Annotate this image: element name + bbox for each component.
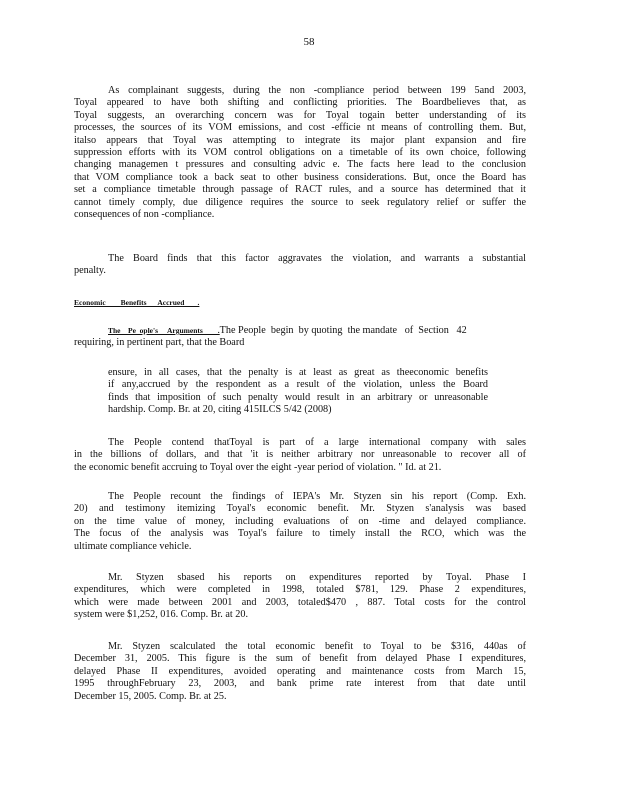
paragraph-6 xyxy=(74,641,526,703)
page-number: 58 xyxy=(303,36,315,48)
text-line: requiring, in pertinent part, that the Board xyxy=(74,337,245,349)
text-line: consequences of non -compliance. xyxy=(74,209,215,221)
heading-text: Economic Benefits Accrued . xyxy=(74,298,200,307)
text-line: processes, the sources of its VOM emissions, and cost -efficie nt means of controlling them. But, xyxy=(74,122,526,134)
paragraph-1 xyxy=(74,85,526,221)
text-line: The Board finds that this factor aggravates the violation, and warrants a substantial xyxy=(108,253,526,264)
text-line: on the time value of money, including evaluations of on -time and delayed compliance. xyxy=(74,515,526,527)
quote-line: if any,accrued by the respondent as a result of the violation, unless the Board xyxy=(108,379,488,391)
text-line: The People recount the findings of IEPA's Mr. Styzen sin his report (Comp. Exh. xyxy=(108,491,526,502)
text-line xyxy=(74,325,526,337)
quote-line: hardship. Comp. Br. at 20, citing 415ILCS 5/42 (2008) xyxy=(108,404,332,416)
text-line: 20) and testimony itemizing Toyal's economic benefit. Mr. Styzen s'analysis was based xyxy=(74,503,526,515)
text-line: that VOM compliance took a back seat to other business considerations. But, once the Board has xyxy=(74,171,526,183)
text-line: penalty. xyxy=(74,265,106,277)
text-line: set a compliance timetable through passage of RACT rules, and a source has determined that it xyxy=(74,184,526,196)
text-line: December 31, 2005. This figure is the sum of benefit from delayed Phase I expenditures, xyxy=(74,653,526,665)
text-line: the economic benefit accruing to Toyal over the eight -year period of violation. " Id. at 21. xyxy=(74,461,442,473)
subheading-text: The People begin by quoting the mandate of Section 42 xyxy=(219,325,467,336)
text-line: The People contend thatToyal is part of a large international company with sales xyxy=(108,437,526,448)
text-line: in the billions of dollars, and that 'it is neither arbitrary nor unreasonable to recover all of xyxy=(74,449,526,461)
text-line: The focus of the analysis was Toyal's failure to timely install the RCO, which was the xyxy=(74,528,526,540)
text-line: changing managemen t pressures and consulting advic e. The facts here lead to the conclusion xyxy=(74,159,526,171)
paragraph-4 xyxy=(74,491,526,553)
section-heading xyxy=(74,297,526,309)
subheading-paragraph xyxy=(74,325,526,350)
text-line: December 15, 2005. Comp. Br. at 25. xyxy=(74,690,227,702)
text-line: suppression efforts with its VOM control obligations on a timetable of its own choice, following xyxy=(74,147,526,159)
text-line: italso appears that Toyal was attempting to integrate its major plant expansion and fire xyxy=(74,134,526,146)
subheading-title: The Pe ople's Arguments . xyxy=(108,326,220,335)
text-line: Mr. Styzen sbased his reports on expenditures reported by Toyal. Phase I xyxy=(108,572,526,583)
quote-line: ensure, in all cases, that the penalty is at least as great as theeconomic benefits xyxy=(108,367,488,378)
text-line: which were made between 2001 and 2003, totaled$470 , 887. Total costs for the control xyxy=(74,596,526,608)
text-line: expenditures, which were completed in 1998, totaled $781, 129. Phase 2 expenditures, xyxy=(74,584,526,596)
text-line: Toyal appeared to have both shifting and conflicting priorities. The Boardbelieves that, as xyxy=(74,97,526,109)
text-line: system were $1,252, 016. Comp. Br. at 20. xyxy=(74,609,249,621)
quote-line: finds that imposition of such penalty would result in an arbitrary or unreasonable xyxy=(108,391,488,403)
text-line: Mr. Styzen scalculated the total economic benefit to Toyal to be $316, 440as of xyxy=(108,641,526,652)
text-line: 1995 throughFebruary 23, 2003, and bank prime rate interest from that date until xyxy=(74,678,526,690)
text-line: delayed Phase II expenditures, avoided operating and maintenance costs from March 15, xyxy=(74,665,526,677)
paragraph-3 xyxy=(74,437,526,474)
text-line: As complainant suggests, during the non -compliance period between 199 5and 2003, xyxy=(108,85,526,96)
paragraph-2 xyxy=(74,253,526,278)
text-line: cannot timely comply, due diligence requires the source to seek regulatory relief or suffer the xyxy=(74,196,526,208)
paragraph-5 xyxy=(74,572,526,622)
text-line: Toyal suggests, an overarching concern was for Toyal togain better understanding of its xyxy=(74,109,526,121)
text-line: ultimate compliance vehicle. xyxy=(74,540,192,552)
block-quote xyxy=(108,367,488,417)
